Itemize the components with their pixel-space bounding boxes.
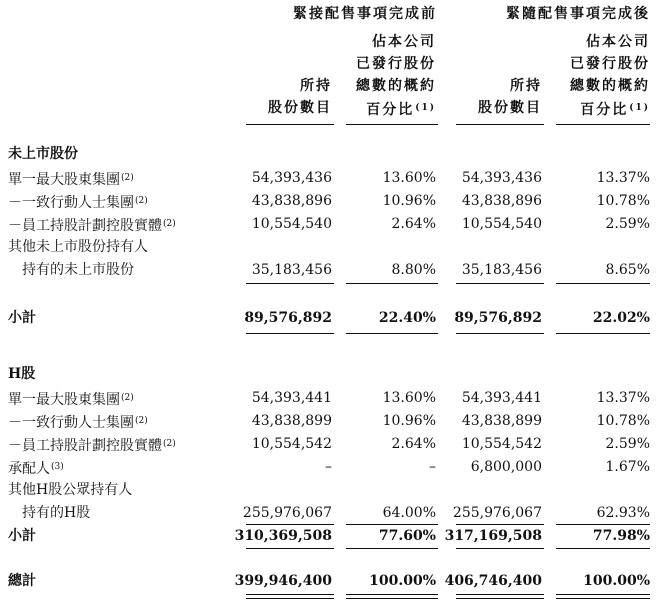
cell-before-shares: 10,554,542: [251, 436, 332, 452]
header-rule: [456, 124, 544, 125]
header-after-shares-2: 股份數目: [478, 100, 542, 116]
row-label: 其他H股公眾持有人: [8, 482, 133, 498]
subtotal-after-pct: 22.02%: [592, 310, 650, 326]
subtotal-rule: [556, 548, 650, 549]
subtotal-rule: [456, 524, 544, 525]
cell-before-pct: 13.60%: [382, 390, 436, 406]
header-rule: [246, 124, 334, 125]
subtotal-rule: [346, 283, 438, 284]
subtotal-rule: [246, 524, 334, 525]
subtotal-rule: [246, 333, 334, 334]
total-after-shares: 406,746,400: [444, 573, 542, 589]
header-rule: [346, 124, 438, 125]
header-before-shares-1: 所持: [300, 78, 332, 94]
header-after-pct-4: 百分比$^{(1)}$: [580, 102, 650, 118]
header-rule: [556, 124, 650, 125]
header-before-pct-4: 百分比$^{(1)}$: [366, 102, 436, 118]
subtotal-rule: [346, 524, 438, 525]
header-before-pct-1: 佔本公司: [372, 34, 436, 50]
subtotal-after-shares: 317,169,508: [444, 528, 542, 544]
row-label-continued: 持有的未上市股份: [22, 262, 134, 278]
subtotal-label: 小計: [8, 528, 36, 544]
cell-after-pct: 10.78%: [596, 413, 650, 429]
cell-after-pct: 10.78%: [596, 193, 650, 209]
cell-before-pct: 10.96%: [382, 193, 436, 209]
cell-after-shares: 35,183,456: [461, 262, 542, 278]
cell-before-pct: 2.64%: [391, 436, 436, 452]
cell-before-shares: 54,393,441: [251, 390, 332, 406]
cell-after-shares: 255,976,067: [452, 505, 542, 521]
total-before-pct: 100.00%: [369, 573, 436, 589]
cell-before-shares: 54,393,436: [251, 170, 332, 186]
subtotal-before-shares: 310,369,508: [234, 528, 332, 544]
total-label: 總計: [8, 573, 36, 589]
total-double-rule: [556, 594, 650, 599]
subtotal-rule: [346, 333, 438, 334]
subtotal-before-shares: 89,576,892: [244, 310, 332, 326]
cell-after-shares: 54,393,441: [461, 390, 542, 406]
row-label: －一致行動人士集團$^{(2)}$: [8, 415, 148, 431]
subtotal-after-shares: 89,576,892: [454, 310, 542, 326]
cell-before-shares: 43,838,896: [251, 193, 332, 209]
subtotal-rule: [246, 283, 334, 284]
total-double-rule: [246, 594, 334, 599]
section-title-h: H股: [8, 366, 36, 382]
cell-after-pct: 13.37%: [596, 390, 650, 406]
row-label: －員工持股計劃控股實體$^{(2)}$: [8, 438, 176, 454]
cell-after-pct: 2.59%: [605, 436, 650, 452]
cell-after-pct: 8.65%: [605, 262, 650, 278]
header-before-pct-3: 總數的概約: [356, 78, 436, 94]
subtotal-label: 小計: [8, 310, 36, 326]
row-label: 單一最大股東集團$^{(2)}$: [8, 172, 134, 188]
cell-after-shares: 10,554,540: [461, 216, 542, 232]
cell-after-shares: 6,800,000: [470, 459, 542, 475]
total-double-rule: [346, 594, 438, 599]
cell-before-pct: 13.60%: [382, 170, 436, 186]
subtotal-before-pct: 22.40%: [378, 310, 436, 326]
cell-after-pct: 62.93%: [596, 505, 650, 521]
cell-before-pct: –: [429, 459, 436, 475]
subtotal-rule: [456, 548, 544, 549]
cell-before-shares: 10,554,540: [251, 216, 332, 232]
subtotal-before-pct: 77.60%: [378, 528, 436, 544]
cell-after-shares: 10,554,542: [461, 436, 542, 452]
cell-before-pct: 8.80%: [391, 262, 436, 278]
header-after-pct-3: 總數的概約: [570, 78, 650, 94]
subtotal-rule: [556, 283, 650, 284]
cell-before-shares: 43,838,899: [251, 413, 332, 429]
subtotal-rule: [456, 333, 544, 334]
cell-after-pct: 1.67%: [605, 459, 650, 475]
subtotal-rule: [556, 333, 650, 334]
subtotal-rule: [246, 548, 334, 549]
cell-after-pct: 2.59%: [605, 216, 650, 232]
header-after-pct-2: 已發行股份: [570, 56, 650, 72]
row-label-continued: 持有的H股: [22, 505, 91, 521]
header-before-shares-2: 股份數目: [268, 100, 332, 116]
header-after-shares-1: 所持: [510, 78, 542, 94]
row-label: －員工持股計劃控股實體$^{(2)}$: [8, 218, 176, 234]
total-after-pct: 100.00%: [583, 573, 650, 589]
subtotal-after-pct: 77.98%: [592, 528, 650, 544]
header-before-title: 緊接配售事項完成前: [293, 6, 437, 22]
header-after-title: 緊隨配售事項完成後: [506, 6, 650, 22]
row-label: 單一最大股東集團$^{(2)}$: [8, 392, 134, 408]
cell-after-pct: 13.37%: [596, 170, 650, 186]
row-label: 承配人$^{(3)}$: [8, 461, 64, 477]
cell-after-shares: 54,393,436: [461, 170, 542, 186]
total-before-shares: 399,946,400: [234, 573, 332, 589]
cell-before-pct: 10.96%: [382, 413, 436, 429]
cell-before-pct: 64.00%: [382, 505, 436, 521]
cell-before-pct: 2.64%: [391, 216, 436, 232]
subtotal-rule: [346, 548, 438, 549]
subtotal-rule: [456, 283, 544, 284]
row-label: 其他未上市股份持有人: [8, 239, 148, 255]
header-before-pct-2: 已發行股份: [356, 56, 436, 72]
total-double-rule: [456, 594, 544, 599]
section-title-unlisted: 未上市股份: [8, 146, 78, 162]
subtotal-rule: [556, 524, 650, 525]
cell-after-shares: 43,838,899: [461, 413, 542, 429]
cell-after-shares: 43,838,896: [461, 193, 542, 209]
row-label: －一致行動人士集團$^{(2)}$: [8, 195, 148, 211]
header-after-pct-1: 佔本公司: [586, 34, 650, 50]
cell-before-shares: –: [325, 459, 332, 475]
cell-before-shares: 255,976,067: [242, 505, 332, 521]
cell-before-shares: 35,183,456: [251, 262, 332, 278]
